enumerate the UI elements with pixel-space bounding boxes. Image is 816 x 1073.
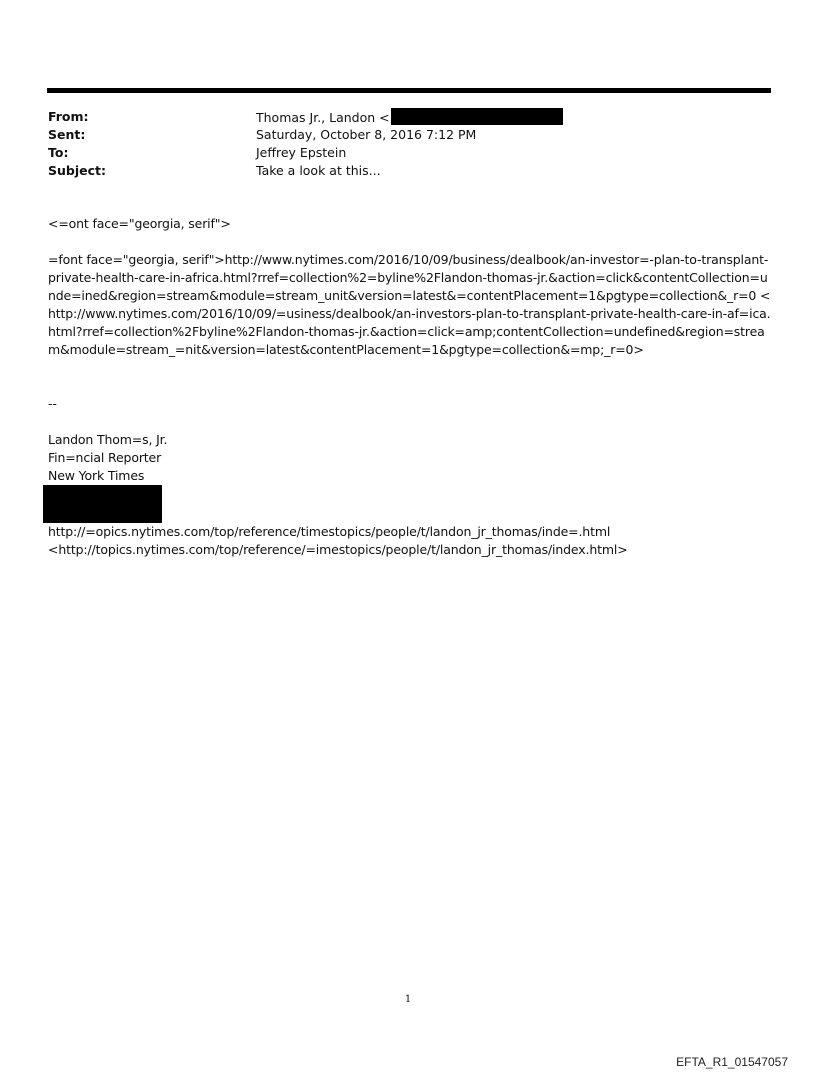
signature-separator: -- bbox=[48, 396, 57, 411]
email-body bbox=[48, 215, 772, 559]
article-link-paragraph[interactable]: =font face="georgia, serif">http://www.nytimes.com/2016/10/09/business/dealbook/an-investor=-plan-to-transplant-private-health-care-in-africa.html?rref=collection%2=byline%2Flandon-thomas-jr.&action=click&contentCollection=unde=ined&region=stream&module=stream_unit&version=latest&=contentPlacement=1&pgtype=collection&_r=0 <http://www.nytimes.com/2016/10/09/=usiness/dealbook/an-investors-plan-to-transplant-private-health-care-in-af=ica.html?rref=collection%2Fbyline%2Flandon-thomas-jr.&action=click=amp;contentCollection=undefined&region=stream&module=stream_=nit&version=latest&contentPlacement=1&pgtype=collection&=mp;_r=0> bbox=[48, 252, 771, 357]
signature-url-alt[interactable]: <http://topics.nytimes.com/top/reference/=imestopics/people/t/landon_jr_thomas/index.html> bbox=[48, 542, 628, 557]
signature-title: Fin=ncial Reporter bbox=[48, 450, 162, 465]
page-number: 1 bbox=[404, 994, 412, 1005]
font-tag-line: <=ont face="georgia, serif"> bbox=[48, 216, 231, 231]
signature-url[interactable]: http://=opics.nytimes.com/top/reference/timestopics/people/t/landon_jr_thomas/inde=.html bbox=[48, 524, 611, 539]
subject-label: Subject: bbox=[48, 163, 106, 178]
subject-row bbox=[48, 162, 768, 180]
email-header bbox=[48, 108, 768, 180]
sent-label: Sent: bbox=[48, 127, 86, 142]
to-value: Jeffrey Epstein bbox=[256, 145, 347, 160]
to-label: To: bbox=[48, 145, 69, 160]
from-value bbox=[256, 108, 563, 127]
sent-row bbox=[48, 126, 768, 144]
redaction-bar bbox=[391, 108, 563, 125]
from-label: From: bbox=[48, 109, 89, 124]
subject-value: Take a look at this... bbox=[256, 163, 381, 178]
redaction-block bbox=[43, 485, 162, 523]
signature-org: New York Times bbox=[48, 468, 145, 483]
document-id: EFTA_R1_01547057 bbox=[676, 1055, 788, 1069]
signature-name: Landon Thom=s, Jr. bbox=[48, 432, 168, 447]
header-rule bbox=[47, 88, 771, 93]
to-row bbox=[48, 144, 768, 162]
from-name: Thomas Jr., Landon < bbox=[256, 110, 390, 125]
from-row bbox=[48, 108, 768, 126]
sent-value: Saturday, October 8, 2016 7:12 PM bbox=[256, 127, 477, 142]
